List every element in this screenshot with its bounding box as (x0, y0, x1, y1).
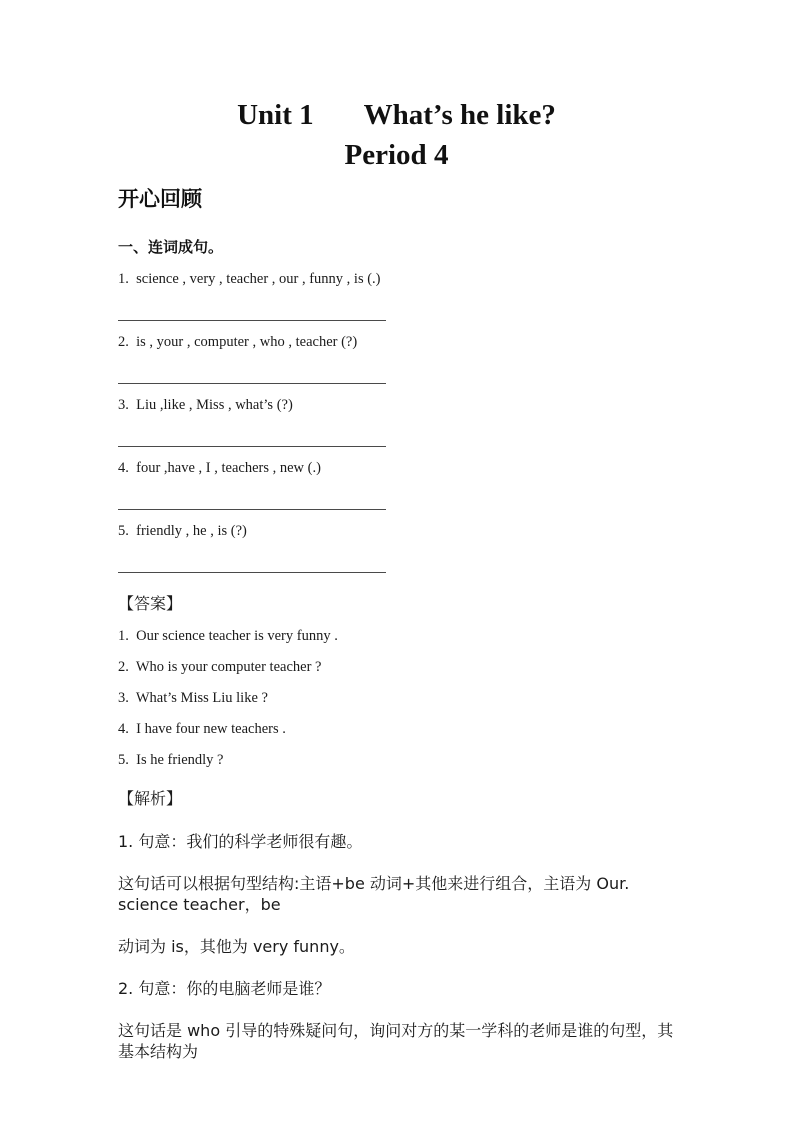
answer-blank-line-3 (118, 446, 386, 447)
exercise-item-2: 2. is , your , computer , who , teacher (?) (118, 334, 358, 350)
answer-blank-line-4 (118, 509, 386, 510)
exercise-item-5: 5. friendly , he , is (?) (118, 523, 247, 539)
answer-blank-line-2 (118, 383, 386, 384)
title-period-text: Period 4 (344, 139, 449, 171)
section-heading: 开心回顾 (118, 187, 202, 211)
analysis-line-3: 动词为 is，其他为 very funny。 (118, 937, 355, 956)
title-main-text: What’s he like? (363, 99, 556, 131)
analysis-line-5: 这句话是 who 引导的特殊疑问句，询问对方的某一学科的老师是谁的句型，其基本结构为 (118, 1021, 674, 1061)
answer-item-4: 4. I have four new teachers . (118, 721, 286, 737)
analysis-line-4: 2. 句意：你的电脑老师是谁？ (118, 979, 331, 998)
answer-item-1: 1. Our science teacher is very funny . (118, 628, 338, 644)
title-unit-text: Unit 1 (237, 99, 314, 131)
exercise-item-3: 3. Liu ,like , Miss , what’s (?) (118, 397, 293, 413)
answer-blank-line-1 (118, 320, 386, 321)
answers-label: 【答案】 (118, 594, 183, 613)
answer-item-2: 2. Who is your computer teacher ? (118, 659, 322, 675)
analysis-line-2: 这句话可以根据句型结构:主语+be 动词+其他来进行组合，主语为 Our. science teacher，be (118, 874, 640, 914)
exercise-heading: 一、连词成句。 (118, 238, 224, 256)
answer-blank-line-5 (118, 572, 386, 573)
exercise-item-4: 4. four ,have , I , teachers , new (.) (118, 460, 321, 476)
title-block (118, 98, 675, 173)
exercise-item-1: 1. science , very , teacher , our , funny , is (.) (118, 271, 381, 287)
answer-item-3: 3. What’s Miss Liu like ? (118, 690, 268, 706)
analysis-label: 【解析】 (118, 789, 183, 808)
page-title (118, 98, 675, 133)
answer-item-5: 5. Is he friendly ? (118, 752, 224, 768)
analysis-line-1: 1. 句意：我们的科学老师很有趣。 (118, 832, 363, 851)
